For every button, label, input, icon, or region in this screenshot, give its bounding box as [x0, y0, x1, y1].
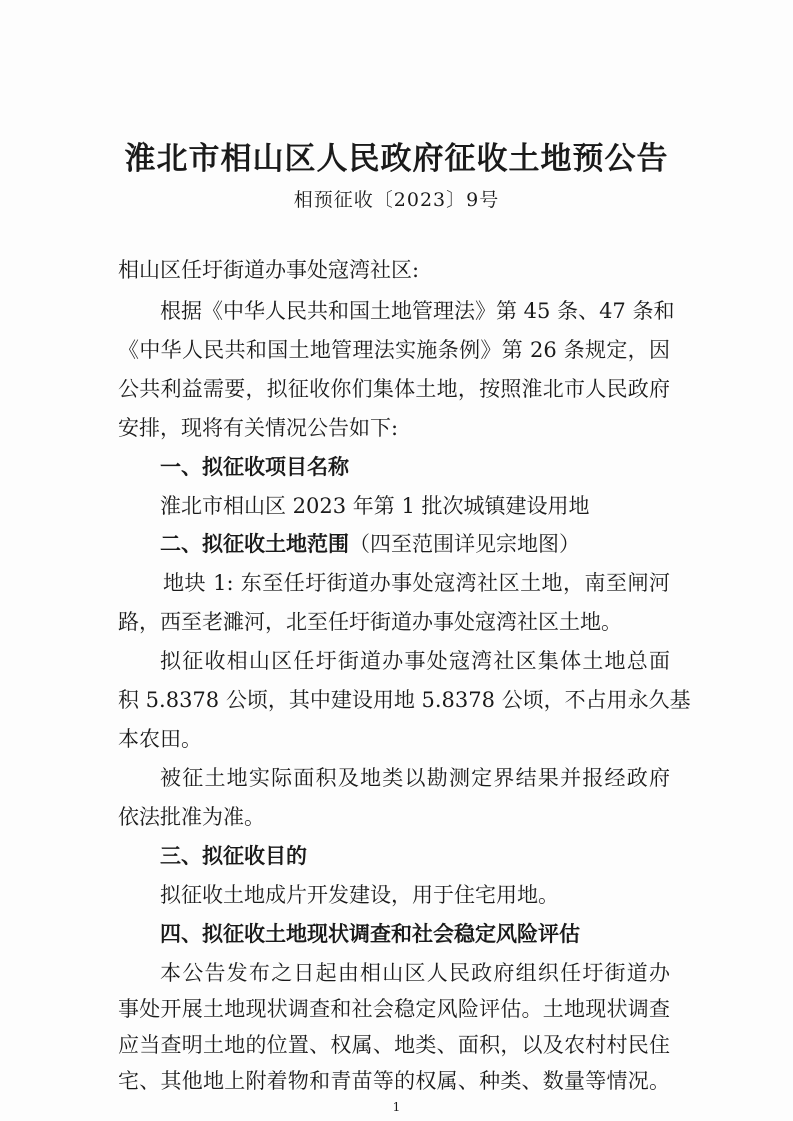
addressee: 相山区任圩街道办事处寇湾社区:: [118, 258, 420, 282]
plot-line-2: 路，西至老濉河，北至任圩街道办事处寇湾社区土地。: [118, 610, 622, 634]
area-line-3: 本农田。: [118, 727, 202, 751]
section4-line-1: 本公告发布之日起由相山区人民政府组织任圩街道办: [160, 961, 670, 985]
section-heading-4: 四、拟征收土地现状调查和社会稳定风险评估: [160, 922, 580, 946]
section-body-1: 淮北市相山区 2023 年第 1 批次城镇建设用地: [160, 494, 590, 518]
intro-line-1: 根据《中华人民共和国土地管理法》第 45 条、47 条和: [160, 299, 675, 323]
document-title: 淮北市相山区人民政府征收土地预公告: [124, 141, 669, 177]
note-line-2: 依法批准为准。: [118, 805, 265, 829]
section4-line-2: 事处开展土地现状调查和社会稳定风险评估。土地现状调查: [118, 997, 670, 1021]
intro-line-4: 安排，现将有关情况公告如下:: [118, 416, 399, 440]
section-heading-3: 三、拟征收目的: [160, 844, 307, 868]
section-heading-2-note: （四至范围详见宗地图）: [349, 532, 580, 556]
section-heading-1: 一、拟征收项目名称: [160, 455, 349, 479]
area-line-2: 积 5.8378 公顷，其中建设用地 5.8378 公顷，不占用永久基: [118, 688, 691, 712]
area-line-1: 拟征收相山区任圩街道办事处寇湾社区集体土地总面: [160, 649, 670, 673]
intro-line-2: 《中华人民共和国土地管理法实施条例》第 26 条规定，因: [118, 338, 670, 362]
plot-line-1: 地块 1: 东至任圩街道办事处寇湾社区土地，南至闸河: [163, 571, 670, 595]
section4-line-4: 宅、其他地上附着物和青苗等的权属、种类、数量等情况。: [118, 1069, 670, 1093]
section-heading-2-wrap: [160, 530, 580, 558]
section4-line-3: 应当查明土地的位置、权属、地类、面积，以及农村村民住: [118, 1033, 670, 1057]
page-number: 1: [392, 1100, 401, 1114]
intro-line-3: 公共利益需要，拟征收你们集体土地，按照淮北市人民政府: [118, 377, 670, 401]
note-line-1: 被征土地实际面积及地类以勘测定界结果并报经政府: [160, 766, 670, 790]
section-heading-2: 二、拟征收土地范围: [160, 532, 349, 556]
document-number: 相预征收〔2023〕9号: [293, 189, 500, 211]
section-body-3: 拟征收土地成片开发建设，用于住宅用地。: [160, 883, 559, 907]
